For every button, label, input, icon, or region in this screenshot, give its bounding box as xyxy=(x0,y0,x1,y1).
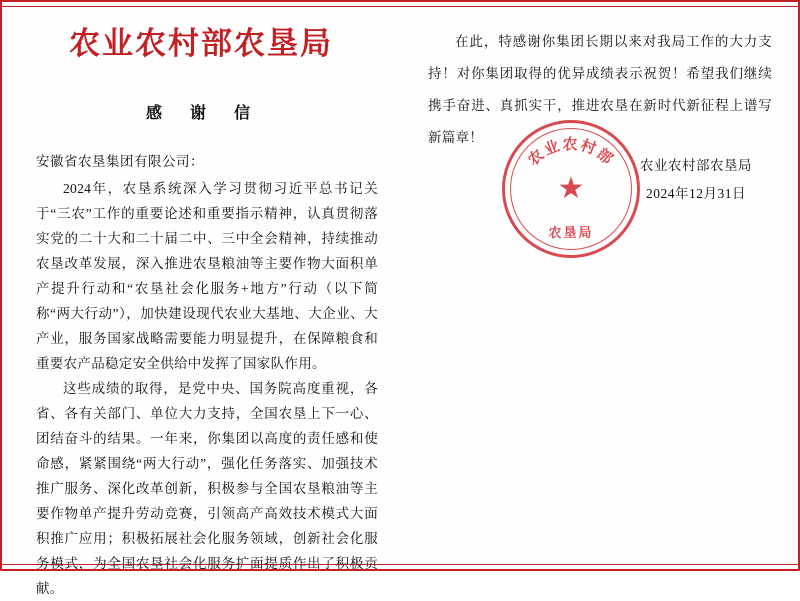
letterhead-top-rule-right xyxy=(400,6,798,7)
letter-left-column xyxy=(0,0,400,596)
signature-date: 2024年12月31日 xyxy=(646,186,746,201)
body-paragraph-2 xyxy=(36,376,378,601)
body-paragraph-1 xyxy=(36,176,378,376)
letterhead-top-rule xyxy=(2,6,400,7)
seal-bottom-text: 农垦局 xyxy=(548,225,594,240)
letterhead-organization-title: 农业农村部农垦局 xyxy=(69,26,333,61)
letter-right-column xyxy=(400,0,800,571)
salutation: 安徽省农垦集团有限公司： xyxy=(36,154,204,169)
letterhead-bottom-rule-right xyxy=(400,564,798,565)
body-paragraph-3 xyxy=(428,26,772,154)
paragraph-1-text: 2024年，农垦系统深入学习贯彻习近平总书记关于“三农”工作的重要论述和重要指示精神，认真贯彻落实党的二十大和二十届二中、三中全会精神，持续推动农垦改革发展，深入推进农垦粮油等主要作物大面积单产提升行动和“农垦社会化服务+地方”行动（以下简称“两大行动”），加快建设现代农业大基地、大企业、大产业，服务国家战略需要能力明显提升，在保障粮食和重要农产品稳定安全供给中发挥了国家队作用。 xyxy=(36,181,378,371)
signature-block xyxy=(640,152,752,208)
seal-star-icon: ★ xyxy=(557,172,585,205)
paragraph-2-text: 这些成绩的取得，是党中央、国务院高度重视，各省、各有关部门、单位大力支持，全国农垦上下一心、团结奋斗的结果。一年来，你集团以高度的责任感和使命感，紧紧围绕“两大行动”，强化任务落实、加强技术推广服务、深化改革创新，积极参与全国农垦粮油等主要作物单产提升劳动竞赛，引领高产高效技术模式大面积推广应用；积极拓展社会化服务领域，创新社会化服务模式，为全国农垦社会化服务扩面提质作出了积极贡献。 xyxy=(36,381,378,596)
document-title: 感 谢 信 xyxy=(145,105,256,122)
svg-text:农业农村部: 农业农村部 xyxy=(525,137,617,170)
signature-issuer: 农业农村部农垦局 xyxy=(640,158,752,173)
paragraph-3-text: 在此，特感谢你集团长期以来对我局工作的大力支持！对你集团取得的优异成绩表示祝贺！希望我们继续携手奋进、真抓实干，推进农垦在新时代新征程上谱写新篇章！ xyxy=(428,34,772,145)
